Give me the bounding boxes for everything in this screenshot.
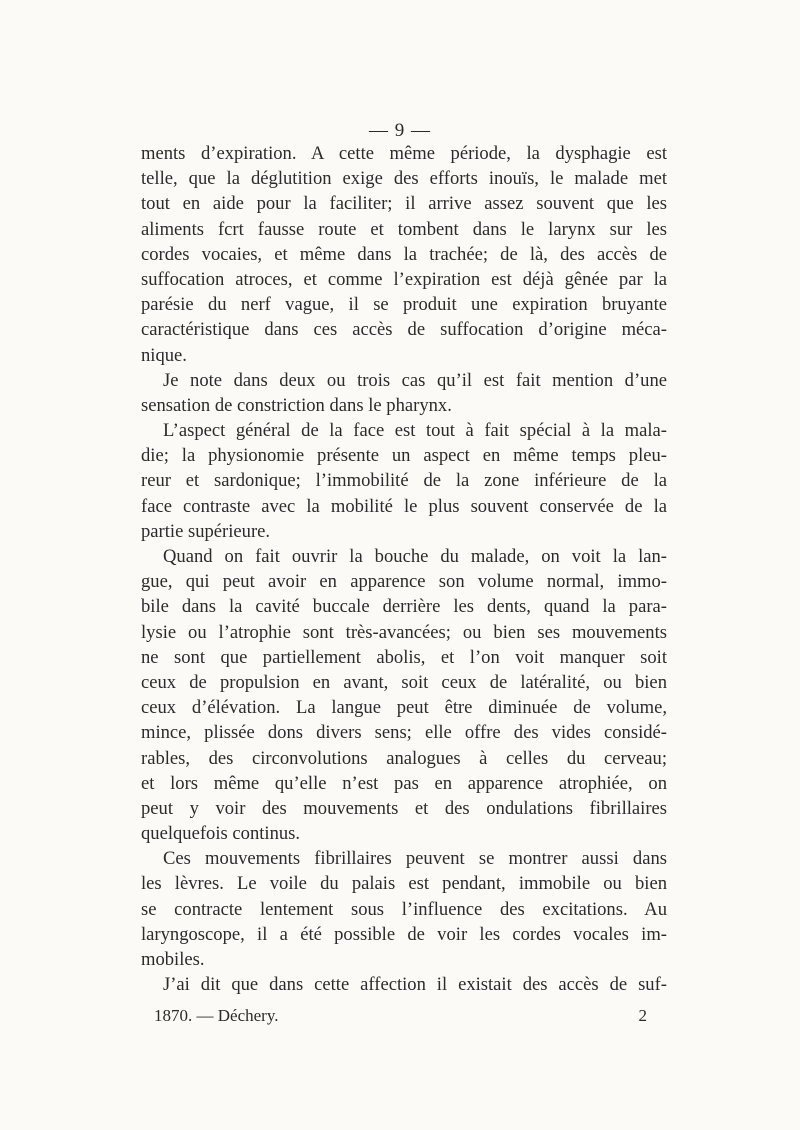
- text-line: reur et sardonique; l’immobilité de la zone inférieure de la: [141, 470, 667, 492]
- text-line: L’aspect général de la face est tout à fait spécial à la mala-: [163, 420, 667, 442]
- text-line: et lors même qu’elle n’est pas en apparence atrophiée, on: [141, 772, 667, 794]
- text-line: quelquefois continus.: [141, 823, 301, 845]
- text-line: mobiles.: [141, 949, 205, 970]
- text-line: face contraste avec la mobilité le plus souvent conservée de la: [141, 495, 667, 517]
- text-line: tout en aide pour la faciliter; il arrive assez souvent que les: [141, 193, 667, 215]
- text-line: laryngoscope, il a été possible de voir les cordes vocales im-: [141, 923, 667, 945]
- text-line: caractéristique dans ces accès de suffocation d’origine méca-: [141, 319, 667, 341]
- text-line: peut y voir des mouvements et des ondulations fibrillaires: [141, 797, 667, 819]
- text-line: les lèvres. Le voile du palais est pendant, immobile ou bien: [141, 873, 667, 895]
- text-line: telle, que la déglutition exige des efforts inouïs, le malade met: [141, 168, 667, 190]
- text-line: sensation de constriction dans le pharynx.: [141, 394, 452, 416]
- body-text: [141, 141, 667, 997]
- text-line: suffocation atroces, et comme l’expiration est déjà gênée par la: [141, 268, 667, 290]
- text-line: se contracte lentement sous l’influence des excitations. Au: [141, 898, 667, 920]
- page-number: — 9 —: [369, 120, 431, 141]
- text-line: J’ai dit que dans cette affection il existait des accès de suf-: [163, 974, 667, 996]
- text-line: ceux d’élévation. La langue peut être diminuée de volume,: [141, 697, 667, 719]
- text-line: die; la physionomie présente un aspect en même temps pleu-: [141, 445, 667, 467]
- text-line: cordes vocaies, et même dans la trachée; de là, des accès de: [141, 243, 667, 265]
- footer-sheet-number: 2: [638, 1006, 647, 1025]
- text-line: gue, qui peut avoir en apparence son volume normal, immo-: [141, 571, 667, 593]
- text-line: ments d’expiration. A cette même période, la dysphagie est: [141, 143, 667, 164]
- text-line: rables, des circonvolutions analogues à celles du cerveau;: [141, 747, 667, 769]
- text-line: nique.: [141, 344, 187, 366]
- text-line: mince, plissée dons divers sens; elle offre des vides considé-: [141, 722, 667, 744]
- footer-signature: 1870. — Déchery.: [154, 1006, 279, 1025]
- text-line: lysie ou l’atrophie sont très-avancées; ou bien ses mouvements: [141, 621, 667, 643]
- page-footer: [141, 1006, 667, 1028]
- text-line: ceux de propulsion en avant, soit ceux de latéralité, ou bien: [141, 671, 667, 693]
- text-line: parésie du nerf vague, il se produit une expiration bruyante: [141, 294, 667, 316]
- text-line: bile dans la cavité buccale derrière les dents, quand la para-: [141, 596, 667, 618]
- text-line: Ces mouvements fibrillaires peuvent se montrer aussi dans: [163, 848, 667, 870]
- text-line: Je note dans deux ou trois cas qu’il est fait mention d’une: [163, 369, 667, 391]
- text-line: Quand on fait ouvrir la bouche du malade, on voit la lan-: [163, 546, 667, 567]
- text-line: aliments fcrt fausse route et tombent dans le larynx sur les: [141, 218, 667, 240]
- text-line: partie supérieure.: [141, 520, 271, 542]
- text-line: ne sont que partiellement abolis, et l’on voit manquer soit: [141, 646, 667, 668]
